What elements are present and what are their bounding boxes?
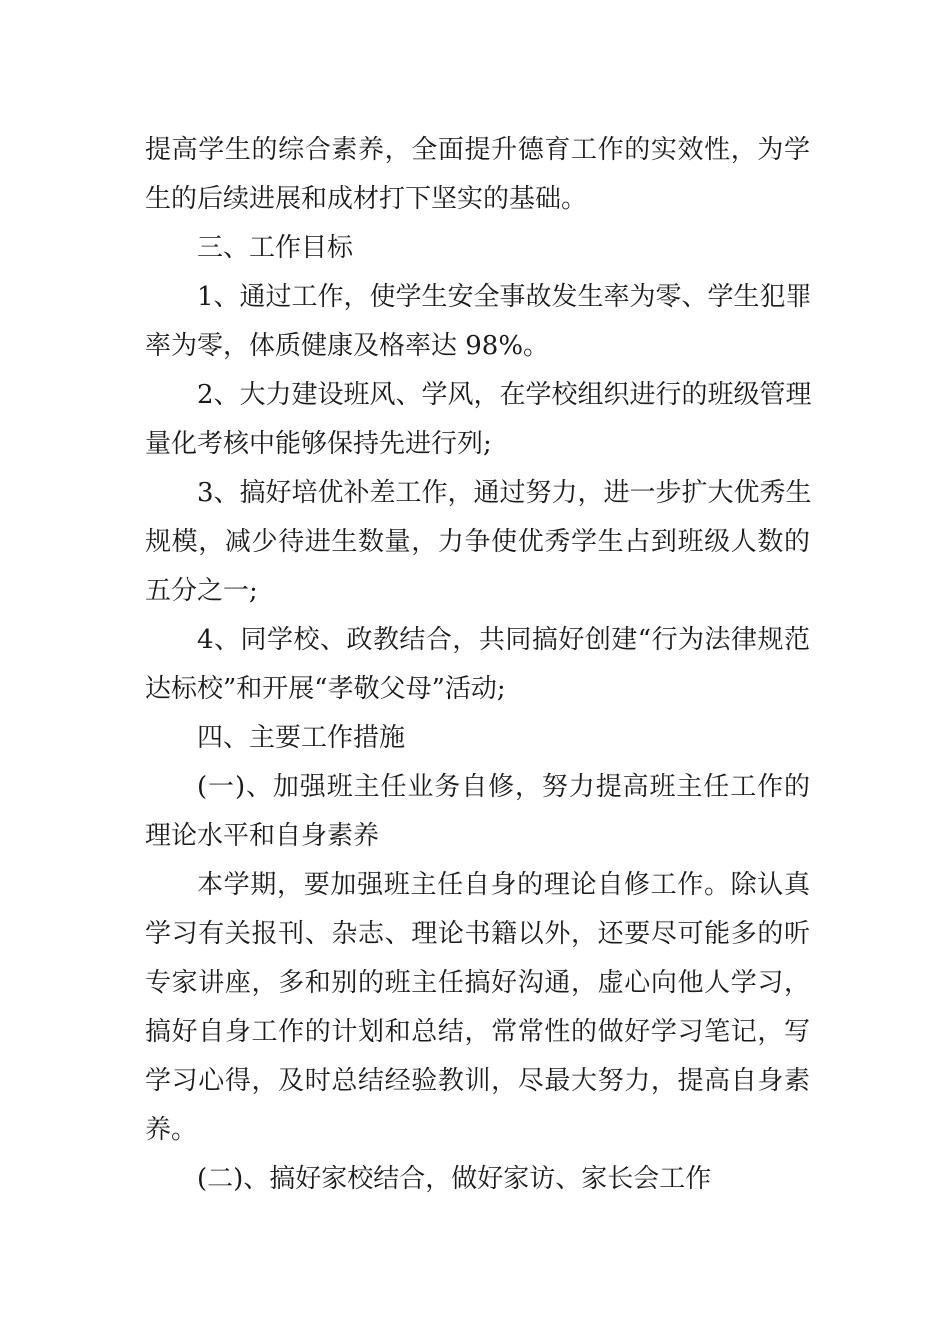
text-line: 学习有关报刊、杂志、理论书籍以外，还要尽可能多的听 <box>145 919 810 949</box>
text-line: 量化考核中能够保持先进行列; <box>145 429 492 459</box>
text-line: 养。 <box>145 1115 198 1145</box>
text-line: 3、搞好培优补差工作，通过努力，进一步扩大优秀生 <box>197 478 812 508</box>
text-line: 达标校”和开展“孝敬父母”活动; <box>145 674 506 704</box>
section-heading: 三、工作目标 <box>197 233 354 263</box>
text-line: 提高学生的综合素养，全面提升德育工作的实效性，为学 <box>145 135 810 165</box>
text-line: 学习心得，及时总结经验教训，尽最大努力，提高自身素 <box>145 1066 810 1096</box>
text-line: 2、大力建设班风、学风，在学校组织进行的班级管理 <box>197 380 812 410</box>
text-line: 4、同学校、政教结合，共同搞好创建“行为法律规范 <box>197 625 810 655</box>
text-line: 五分之一; <box>145 576 258 606</box>
text-line: 生的后续进展和成材打下坚实的基础。 <box>145 184 588 214</box>
text-line: 规模，减少待进生数量，力争使优秀学生占到班级人数的 <box>145 527 810 557</box>
subsection-heading: 理论水平和自身素养 <box>145 821 380 851</box>
text-line: 率为零，体质健康及格率达 98%。 <box>145 331 550 361</box>
text-line: 本学期，要加强班主任自身的理论自修工作。除认真 <box>197 870 810 900</box>
text-line: 搞好自身工作的计划和总结，常常性的做好学习笔记，写 <box>145 1017 810 1047</box>
subsection-heading: (二)、搞好家校结合，做好家访、家长会工作 <box>197 1164 712 1194</box>
text-line: 专家讲座，多和别的班主任搞好沟通，虚心向他人学习， <box>145 968 810 998</box>
document-body <box>145 126 810 1204</box>
text-line: 1、通过工作，使学生安全事故发生率为零、学生犯罪 <box>197 282 812 312</box>
subsection-heading: (一)、加强班主任业务自修，努力提高班主任工作的 <box>197 772 810 802</box>
section-heading: 四、主要工作措施 <box>197 723 406 753</box>
